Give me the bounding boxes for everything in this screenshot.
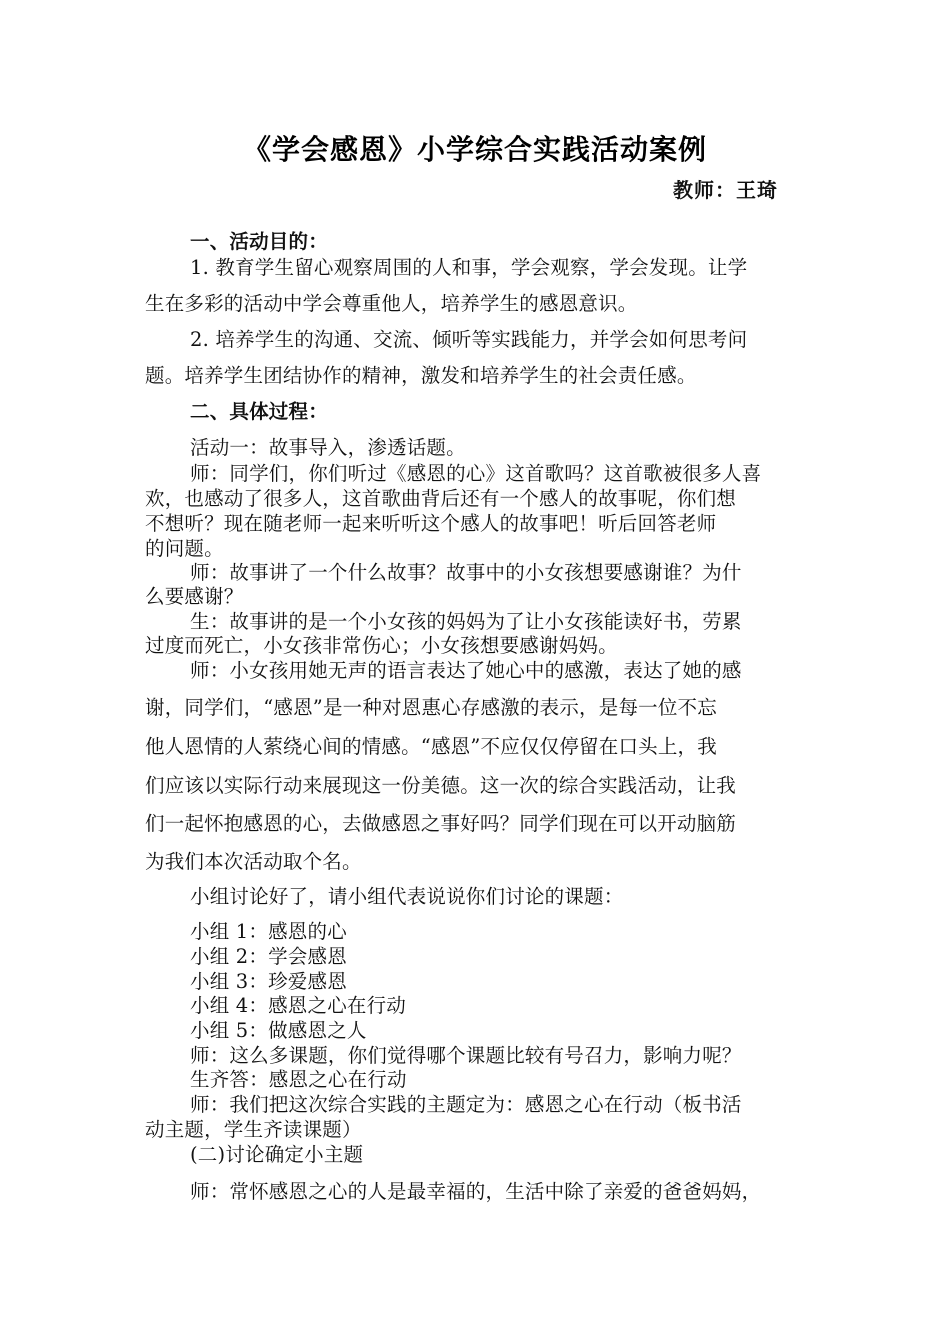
paragraph-line: 师：小女孩用她无声的语言表达了她心中的感激，表达了她的感 [190,659,742,682]
paragraph-line: 师：故事讲了一个什么故事？故事中的小女孩想要感谢谁？为什 [190,561,742,584]
paragraph-line: 么要感谢？ [145,585,244,608]
section-heading: 二、具体过程： [190,400,328,423]
paragraph-line: 师：同学们，你们听过《感恩的心》这首歌吗？这首歌被很多人喜 [190,462,762,485]
list-item: 小组 3：珍爱感恩 [190,970,347,993]
paragraph-line: 们一起怀抱感恩的心，去做感恩之事好吗？同学们现在可以开动脑筋 [145,812,737,835]
paragraph-line: 师：常怀感恩之心的人是最幸福的，生活中除了亲爱的爸爸妈妈， [190,1180,762,1203]
list-item: 小组 2：学会感恩 [190,945,347,968]
document-title: 《学会感恩》小学综合实践活动案例 [242,133,707,166]
paragraph-line: 过度而死亡，小女孩非常伤心；小女孩想要感谢妈妈。 [145,634,618,657]
paragraph-line: 师：这么多课题，你们觉得哪个课题比较有号召力，影响力呢？ [190,1044,742,1067]
paragraph-line: 欢，也感动了很多人，这首歌曲背后还有一个感人的故事呢，你们想 [145,487,737,510]
paragraph-line: 们应该以实际行动来展现这一份美德。这一次的综合实践活动，让我 [145,774,737,797]
section-heading: 一、活动目的： [190,230,328,253]
list-item: 小组 5：做感恩之人 [190,1019,367,1042]
paragraph-line: 2. 培养学生的沟通、交流、倾听等实践能力，并学会如何思考问 [190,328,748,351]
paragraph-line: 师：我们把这次综合实践的主题定为：感恩之心在行动（板书活 [190,1093,742,1116]
list-item: 小组 4：感恩之心在行动 [190,994,407,1017]
paragraph-line: 为我们本次活动取个名。 [145,850,362,873]
paragraph-line: 小组讨论好了，请小组代表说说你们讨论的课题： [190,885,624,908]
paragraph-line: 他人恩情的人萦绕心间的情感。“感恩”不应仅仅停留在口头上，我 [145,735,717,758]
paragraph-line: 生齐答：感恩之心在行动 [190,1068,407,1091]
paragraph-line: 的问题。 [145,537,224,560]
paragraph-line: 活动一：故事导入，渗透话题。 [190,436,466,459]
paragraph-line: 动主题，学生齐读课题） [145,1118,362,1141]
paragraph-line: 题。培养学生团结协作的精神，激发和培养学生的社会责任感。 [145,364,697,387]
paragraph-line: 生在多彩的活动中学会尊重他人，培养学生的感恩意识。 [145,292,638,315]
paragraph-line: 1. 教育学生留心观察周围的人和事，学会观察，学会发现。让学 [190,256,748,279]
paragraph-line: 生：故事讲的是一个小女孩的妈妈为了让小女孩能读好书，劳累 [190,610,742,633]
author-line: 教师：王琦 [673,178,778,202]
paragraph-line: 不想听？现在随老师一起来听听这个感人的故事吧！听后回答老师 [145,512,717,535]
section-heading: (二)讨论确定小主题 [190,1143,364,1166]
list-item: 小组 1：感恩的心 [190,920,347,943]
paragraph-line: 谢，同学们，“感恩”是一种对恩惠心存感激的表示，是每一位不忘 [145,696,717,719]
